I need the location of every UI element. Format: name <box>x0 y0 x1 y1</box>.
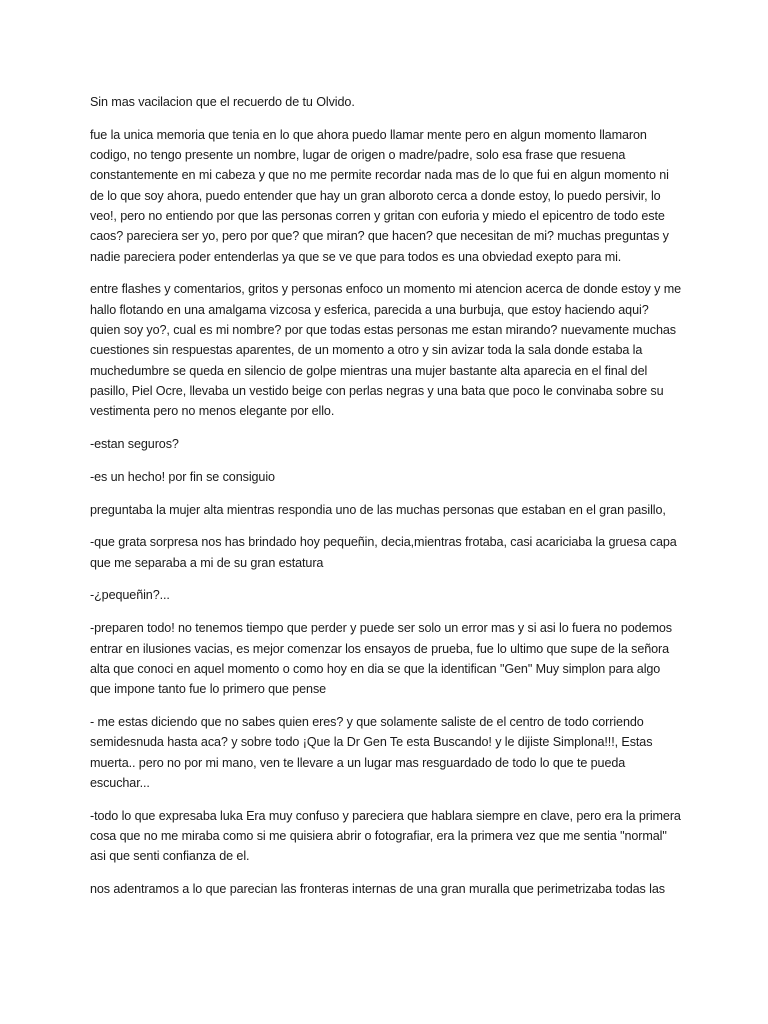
paragraph-title-line: Sin mas vacilacion que el recuerdo de tu Olvido. <box>90 95 355 109</box>
paragraph-bubble: entre flashes y comentarios, gritos y personas enfoco un momento mi atencion acerca de donde estoy y me hallo flotando en una amalgama vizcosa y esferica, parecida a una burbuja, que estoy haciendo aqui? quien soy yo?, cual es mi nombre? por que todas estas personas me estan mirando? nuevamente muchas cuestiones sin respuestas aparentes, de un momento a otro y sin avizar toda la sala donde estaba la muchedumbre se queda en silencio de golpe mientras una mujer bastante alta aparecia en el final del pasillo, Piel Ocre, llevaba un vestido beige con perlas negras y una bata que poco le convinaba sobre su vestimenta pero no menos elegante por ello. <box>90 282 682 419</box>
paragraph-luka: -todo lo que expresaba luka Era muy confuso y pareciera que hablara siempre en clave, pero era la primera cosa que no me miraba como si me quisiera abrir o fotografiar, era la primera vez que me sentia "normal" asi que senti confianza de el. <box>90 808 681 864</box>
paragraph-pasillo: preguntaba la mujer alta mientras respondia uno de las muchas personas que estaban en el gran pasillo, <box>90 502 666 517</box>
paragraph-memory: fue la unica memoria que tenia en lo que ahora puedo llamar mente pero en algun momento llamaron codigo, no tengo presente un nombre, lugar de origen o madre/padre, solo esa frase que resuena constantemente en mi cabeza y que no me permite recordar nada mas de lo que fui en algun momento ni de lo que soy ahora, puedo entender que hay un gran alboroto cerca a donde estoy, lo puedo persivir, lo veo!, pero no entiendo por que las personas corren y gritan con euforia y miedo el epicentro de todo este caos? pareciera ser yo, pero por que? que miran? que hacen? que necesitan de mi? muchas preguntas y nadie pareciera poder entenderlas ya que se ve que para todos es una obviedad exepto para mi. <box>90 127 669 264</box>
dialogue-line-es-un-hecho: -es un hecho! por fin se consiguio <box>90 469 275 484</box>
dialogue-line-pequenin: -¿pequeñin?... <box>90 588 170 603</box>
paragraph-muralla: nos adentramos a lo que parecian las fronteras internas de una gran muralla que perimetrizaba todas las <box>90 882 665 896</box>
dialogue-line-preparen-todo: -preparen todo! no tenemos tiempo que perder y puede ser solo un error mas y si asi lo fuera no podemos entrar en ilusiones vacias, es mejor comenzar los ensayos de prueba, fue lo ultimo que supe de la señora alta que conoci en aquel momento o como hoy en dia se que la identifican "Gen" Muy simplon para algo que impone tanto fue lo primero que pense <box>90 621 672 697</box>
dialogue-line-no-sabes-quien-eres: - me estas diciendo que no sabes quien eres? y que solamente saliste de el centro de todo corriendo semidesnuda hasta aca? y sobre todo ¡Que la Dr Gen Te esta Buscando! y le dijiste Simplona!!!, Estas muerta.. pero no por mi mano, ven te llevare a un lugar mas resguardado de todo lo que te pueda escuchar... <box>90 714 653 790</box>
dialogue-line-estan-seguros: -estan seguros? <box>90 436 179 451</box>
document-body <box>90 92 682 912</box>
dialogue-line-grata-sorpresa: -que grata sorpresa nos has brindado hoy pequeñin, decia,mientras frotaba, casi acariciaba la gruesa capa que me separaba a mi de su gran estatura <box>90 535 677 570</box>
